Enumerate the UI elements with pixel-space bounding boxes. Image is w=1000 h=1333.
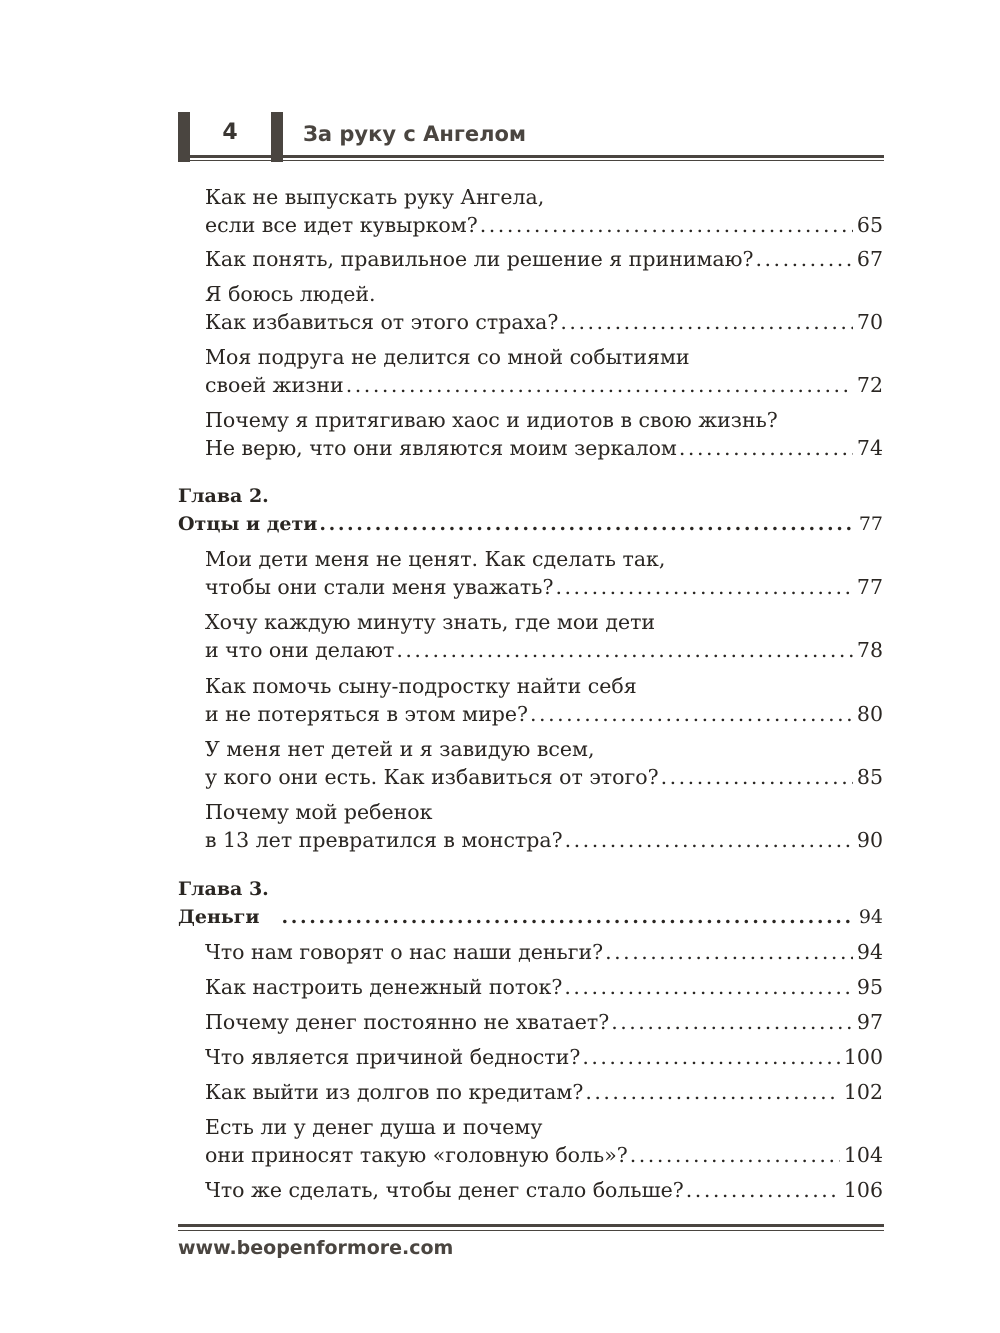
- leader-dots: [560, 308, 853, 336]
- chapter-heading[interactable]: Деньги . . . 94: [178, 903, 883, 931]
- page-ref: 72: [856, 373, 883, 397]
- book-title: За руку с Ангелом: [303, 122, 527, 146]
- leader-dots: [555, 573, 852, 601]
- toc-item-line: Моя подруга не делится со мной событиями: [205, 345, 690, 369]
- chapter-label: Глава 3.: [178, 878, 269, 900]
- page-ref: 95: [856, 975, 883, 999]
- leader-dots: [396, 636, 853, 664]
- leader-dots: [686, 1176, 840, 1204]
- leader-dots: [564, 973, 853, 1001]
- running-header: [178, 112, 884, 162]
- leader-dots: [630, 1141, 840, 1169]
- page-ref: 74: [856, 436, 883, 460]
- chapter-heading[interactable]: Отцы и дети . . . 77: [178, 510, 883, 538]
- header-rule-thin: [178, 160, 884, 161]
- page-ref: 94: [856, 940, 883, 964]
- page-ref: 94: [858, 906, 883, 928]
- toc-item[interactable]: Как понять, правильное ли решение я принимаю? . . . 67: [205, 245, 883, 273]
- leader-dots: [585, 1078, 840, 1106]
- footer-rule-thin: [178, 1230, 884, 1231]
- toc-item-line: Хочу каждую минуту знать, где мои дети: [205, 610, 656, 634]
- toc-item-line: Мои дети меня не ценят. Как сделать так,: [205, 547, 666, 571]
- page-ref: 77: [858, 513, 883, 535]
- toc-item[interactable]: в 13 лет превратился в монстра? . . . 90: [205, 826, 883, 854]
- page-ref: 104: [843, 1143, 883, 1167]
- page-number: 4: [222, 120, 238, 145]
- chapter-label: Глава 2.: [178, 485, 269, 507]
- leader-dots: [755, 245, 852, 273]
- toc-item-line: Почему мой ребенок: [205, 800, 433, 824]
- page-ref: 78: [856, 638, 883, 662]
- leader-dots: [565, 826, 853, 854]
- toc-item-line: Я боюсь людей.: [205, 282, 376, 306]
- toc-item-line: У меня нет детей и я завидую всем,: [205, 737, 595, 761]
- leader-dots: [480, 211, 853, 239]
- toc-item-line: Почему я притягиваю хаос и идиотов в свою жизнь?: [205, 408, 778, 432]
- toc-item[interactable]: Что же сделать, чтобы денег стало больше? . . . 106: [205, 1176, 883, 1204]
- toc-item[interactable]: и не потеряться в этом мире? . . . 80: [205, 700, 883, 728]
- leader-dots: [282, 903, 855, 931]
- page-ref: 65: [856, 213, 883, 237]
- leader-dots: [605, 938, 853, 966]
- toc-item-line: Как не выпускать руку Ангела,: [205, 185, 545, 209]
- toc-item-line: Есть ли у денег душа и почему: [205, 1115, 543, 1139]
- page-ref: 80: [856, 702, 883, 726]
- toc-item[interactable]: Что нам говорят о нас наши деньги? . . . 94: [205, 938, 883, 966]
- toc-item[interactable]: и что они делают . . . 78: [205, 636, 883, 664]
- page-ref: 102: [843, 1080, 883, 1104]
- toc-item[interactable]: Не верю, что они являются моим зеркалом . . . 74: [205, 434, 883, 462]
- leader-dots: [319, 510, 854, 538]
- toc-item[interactable]: Как настроить денежный поток? . . . 95: [205, 973, 883, 1001]
- leader-dots: [346, 371, 853, 399]
- toc-item-line: Как помочь сыну-подростку найти себя: [205, 674, 637, 698]
- page-ref: 97: [856, 1010, 883, 1034]
- toc-item[interactable]: Почему денег постоянно не хватает? . . . 97: [205, 1008, 883, 1036]
- page-ref: 77: [856, 575, 883, 599]
- toc-item[interactable]: Что является причиной бедности? . . . 100: [205, 1043, 883, 1071]
- page-ref: 67: [856, 247, 883, 271]
- toc-item[interactable]: чтобы они стали меня уважать? . . . 77: [205, 573, 883, 601]
- page-ref: 106: [843, 1178, 883, 1202]
- page-ref: 90: [856, 828, 883, 852]
- leader-dots: [530, 700, 853, 728]
- footer-rule: [178, 1224, 884, 1227]
- toc-item[interactable]: у кого они есть. Как избавиться от этого? . . . 85: [205, 763, 883, 791]
- header-rule: [178, 155, 884, 158]
- page-ref: 70: [856, 310, 883, 334]
- leader-dots: [582, 1043, 840, 1071]
- leader-dots: [679, 434, 853, 462]
- page-ref: 85: [856, 765, 883, 789]
- toc-item[interactable]: если все идет кувырком? . . . 65: [205, 211, 883, 239]
- toc-item[interactable]: своей жизни . . . 72: [205, 371, 883, 399]
- footer-url: www.beopenformore.com: [178, 1237, 454, 1259]
- page-ref: 100: [843, 1045, 883, 1069]
- toc-item[interactable]: Как избавиться от этого страха? . . . 70: [205, 308, 883, 336]
- leader-dots: [611, 1008, 853, 1036]
- toc-item[interactable]: Как выйти из долгов по кредитам? . . . 102: [205, 1078, 883, 1106]
- leader-dots: [661, 763, 853, 791]
- toc-item[interactable]: они приносят такую «головную боль»? . . . 104: [205, 1141, 883, 1169]
